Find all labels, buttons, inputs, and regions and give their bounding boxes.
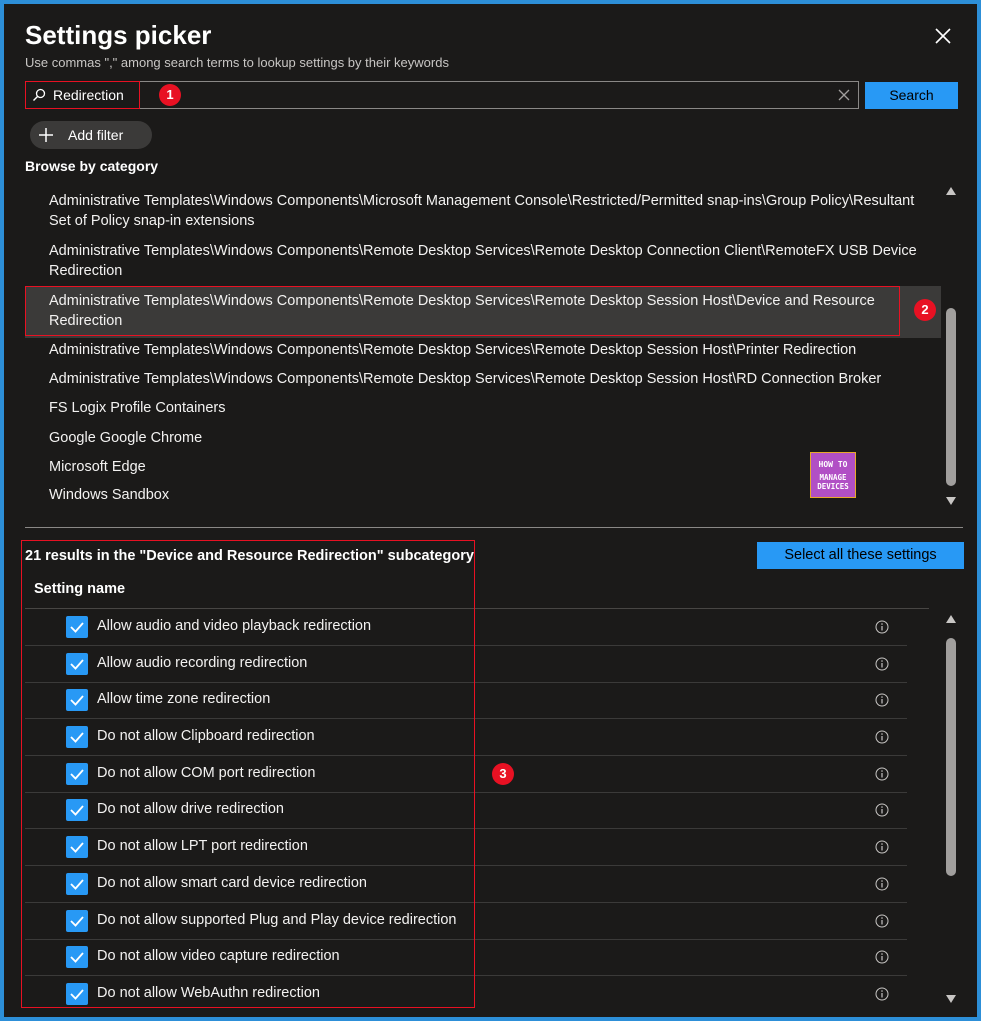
close-icon[interactable] <box>933 26 953 46</box>
page-title: Settings picker <box>25 20 212 50</box>
callout-box-search <box>25 81 140 109</box>
section-divider <box>25 527 963 528</box>
info-icon[interactable] <box>875 840 889 854</box>
info-icon[interactable] <box>875 693 889 707</box>
setting-label: Do not allow WebAuthn redirection <box>97 985 320 1001</box>
callout-box-category <box>25 286 900 336</box>
category-item[interactable] <box>25 428 941 448</box>
callout-badge-3: 3 <box>492 763 514 785</box>
info-icon[interactable] <box>875 877 889 891</box>
category-item[interactable] <box>25 191 941 231</box>
category-item[interactable] <box>25 340 941 360</box>
info-icon[interactable] <box>875 657 889 671</box>
info-icon[interactable] <box>875 914 889 928</box>
setting-label: Allow time zone redirection <box>97 691 271 707</box>
logo-line1: HOW TO <box>818 460 848 469</box>
settings-picker-panel <box>4 4 977 1017</box>
add-filter-label: Add filter <box>68 127 124 143</box>
browse-category-heading: Browse by category <box>25 158 159 174</box>
callout-box-results <box>21 540 475 1008</box>
callout-badge-2: 2 <box>914 299 936 321</box>
info-icon[interactable] <box>875 987 889 1001</box>
category-item-label: FS Logix Profile Containers <box>49 400 226 416</box>
scroll-down-icon[interactable] <box>945 496 957 506</box>
setting-label: Do not allow drive redirection <box>97 801 284 817</box>
category-item-label: Administrative Templates\Windows Components\Remote Desktop Services\Remote Desktop Session Host\Printer Redirection <box>49 342 857 358</box>
category-item-label: Google Google Chrome <box>49 430 203 446</box>
category-item-label: Administrative Templates\Windows Components\Remote Desktop Services\Remote Desktop Session Host\Device and Resource Redirection <box>49 293 875 329</box>
scroll-thumb[interactable] <box>946 308 956 486</box>
setting-label: Do not allow supported Plug and Play device redirection <box>97 912 457 928</box>
select-all-button[interactable]: Select all these settings <box>757 542 964 569</box>
category-item-label: Administrative Templates\Windows Components\Remote Desktop Services\Remote Desktop Session Host\RD Connection Broker <box>49 371 882 387</box>
scroll-down-icon[interactable] <box>945 994 957 1004</box>
clear-icon[interactable] <box>838 89 850 101</box>
info-icon[interactable] <box>875 803 889 817</box>
setting-label: Do not allow COM port redirection <box>97 765 316 781</box>
scroll-up-icon[interactable] <box>945 614 957 624</box>
plus-icon <box>38 127 54 143</box>
search-button[interactable]: Search <box>865 82 958 109</box>
category-item[interactable] <box>25 369 941 389</box>
category-item[interactable] <box>25 398 941 418</box>
results-heading: 21 results in the "Device and Resource Redirection" subcategory <box>25 548 474 564</box>
setting-label: Allow audio recording redirection <box>97 655 308 671</box>
category-item-label: Windows Sandbox <box>49 487 170 503</box>
category-item[interactable] <box>25 241 941 281</box>
how-to-manage-devices-logo <box>810 452 856 498</box>
info-icon[interactable] <box>875 767 889 781</box>
setting-label: Allow audio and video playback redirection <box>97 618 372 634</box>
info-icon[interactable] <box>875 620 889 634</box>
category-item[interactable] <box>25 485 941 505</box>
info-icon[interactable] <box>875 950 889 964</box>
add-filter-button[interactable] <box>30 121 152 149</box>
logo-line2: MANAGE DEVICES <box>817 473 849 491</box>
search-box[interactable] <box>25 81 859 109</box>
category-item-label: Administrative Templates\Windows Components\Microsoft Management Console\Restricted/Permitted snap-ins\Group Policy\Resultant Set of Policy snap-in extensions <box>49 193 915 229</box>
setting-label: Do not allow Clipboard redirection <box>97 728 315 744</box>
scroll-thumb[interactable] <box>946 638 956 876</box>
category-item[interactable] <box>25 457 941 477</box>
setting-label: Do not allow video capture redirection <box>97 948 340 964</box>
page-subtitle: Use commas "," among search terms to lookup settings by their keywords <box>25 55 449 70</box>
setting-label: Do not allow LPT port redirection <box>97 838 308 854</box>
setting-label: Do not allow smart card device redirection <box>97 875 367 891</box>
category-item-label: Microsoft Edge <box>49 459 146 475</box>
category-scrollbar[interactable] <box>942 182 960 510</box>
settings-scrollbar[interactable] <box>942 610 960 1010</box>
column-header-setting-name: Setting name <box>34 581 126 597</box>
callout-badge-1: 1 <box>159 84 181 106</box>
scroll-up-icon[interactable] <box>945 186 957 196</box>
category-list <box>25 184 941 509</box>
category-item-label: Administrative Templates\Windows Components\Remote Desktop Services\Remote Desktop Connection Client\RemoteFX USB Device Redirection <box>49 243 917 279</box>
info-icon[interactable] <box>875 730 889 744</box>
